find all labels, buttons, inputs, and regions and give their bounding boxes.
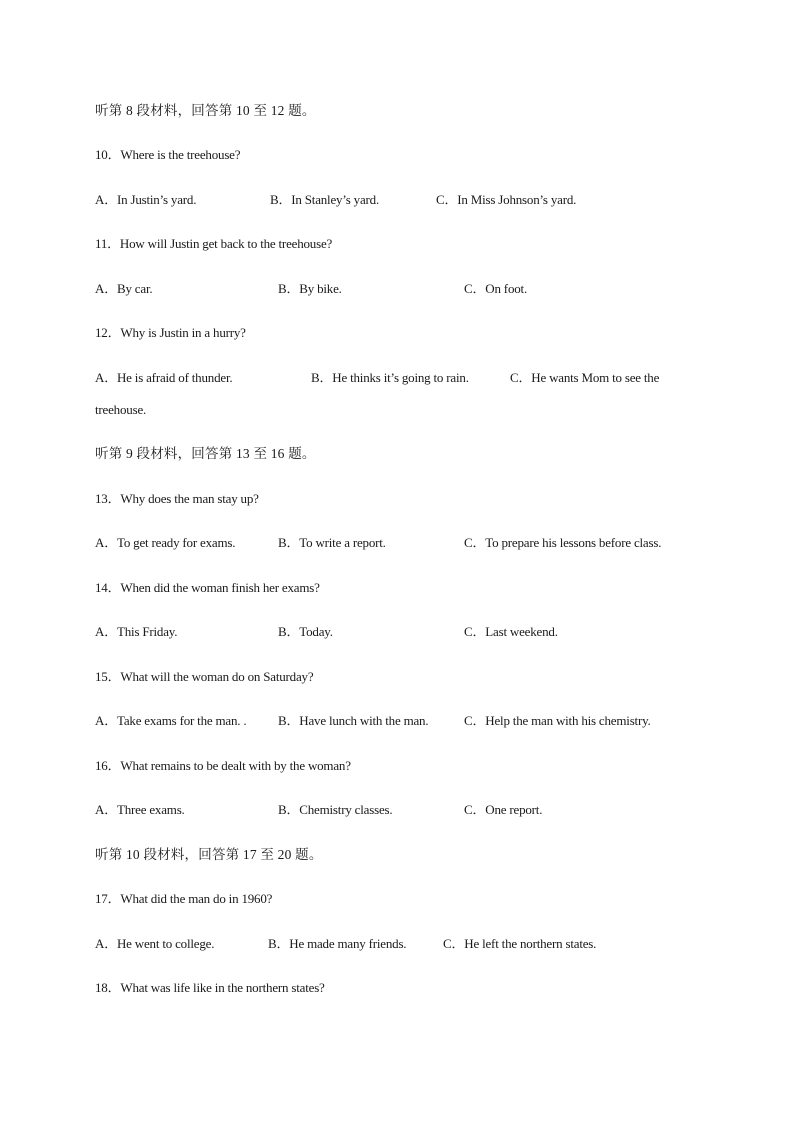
option-c: C．He left the northern states.	[443, 936, 597, 951]
question-stem: 12．Why is Justin in a hurry?	[95, 325, 246, 340]
option-c: C．He wants Mom to see the	[510, 370, 660, 385]
option-a: A．Take exams for the man. .	[95, 713, 247, 728]
option-b: B．He made many friends.	[268, 936, 407, 951]
option-b: B．In Stanley’s yard.	[270, 192, 380, 207]
option-c: C．In Miss Johnson’s yard.	[436, 192, 577, 207]
section-heading: 听第 10 段材料，回答第 17 至 20 题。	[95, 847, 323, 862]
option-c: C．Last weekend.	[464, 624, 558, 639]
option-c: C．One report.	[464, 802, 543, 817]
question-stem: 18．What was life like in the northern states?	[95, 980, 325, 995]
option-b: B．Today.	[278, 624, 333, 639]
option-c: C．Help the man with his chemistry.	[464, 713, 651, 728]
question-stem: 10．Where is the treehouse?	[95, 147, 241, 162]
option-a: A．This Friday.	[95, 624, 178, 639]
option-a: A．In Justin’s yard.	[95, 192, 197, 207]
option-a: A．By car.	[95, 281, 153, 296]
option-b: B．Have lunch with the man.	[278, 713, 429, 728]
option-c: C．To prepare his lessons before class.	[464, 535, 662, 550]
question-stem: 13．Why does the man stay up?	[95, 491, 259, 506]
question-stem: 15．What will the woman do on Saturday?	[95, 669, 314, 684]
option-b: B．He thinks it’s going to rain.	[311, 370, 469, 385]
option-b: B．By bike.	[278, 281, 342, 296]
section-heading: 听第 9 段材料，回答第 13 至 16 题。	[95, 446, 316, 461]
question-stem: 17．What did the man do in 1960?	[95, 891, 273, 906]
option-b: B．Chemistry classes.	[278, 802, 393, 817]
option-a: A．To get ready for exams.	[95, 535, 236, 550]
option-c: C．On foot.	[464, 281, 528, 296]
question-stem: 14．When did the woman finish her exams?	[95, 580, 320, 595]
option-continuation: treehouse.	[95, 402, 147, 417]
section-heading: 听第 8 段材料，回答第 10 至 12 题。	[95, 103, 316, 118]
option-a: A．He is afraid of thunder.	[95, 370, 233, 385]
question-stem: 11．How will Justin get back to the treehouse?	[95, 236, 333, 251]
option-a: A．He went to college.	[95, 936, 215, 951]
option-a: A．Three exams.	[95, 802, 185, 817]
option-b: B．To write a report.	[278, 535, 386, 550]
question-stem: 16．What remains to be dealt with by the woman?	[95, 758, 351, 773]
